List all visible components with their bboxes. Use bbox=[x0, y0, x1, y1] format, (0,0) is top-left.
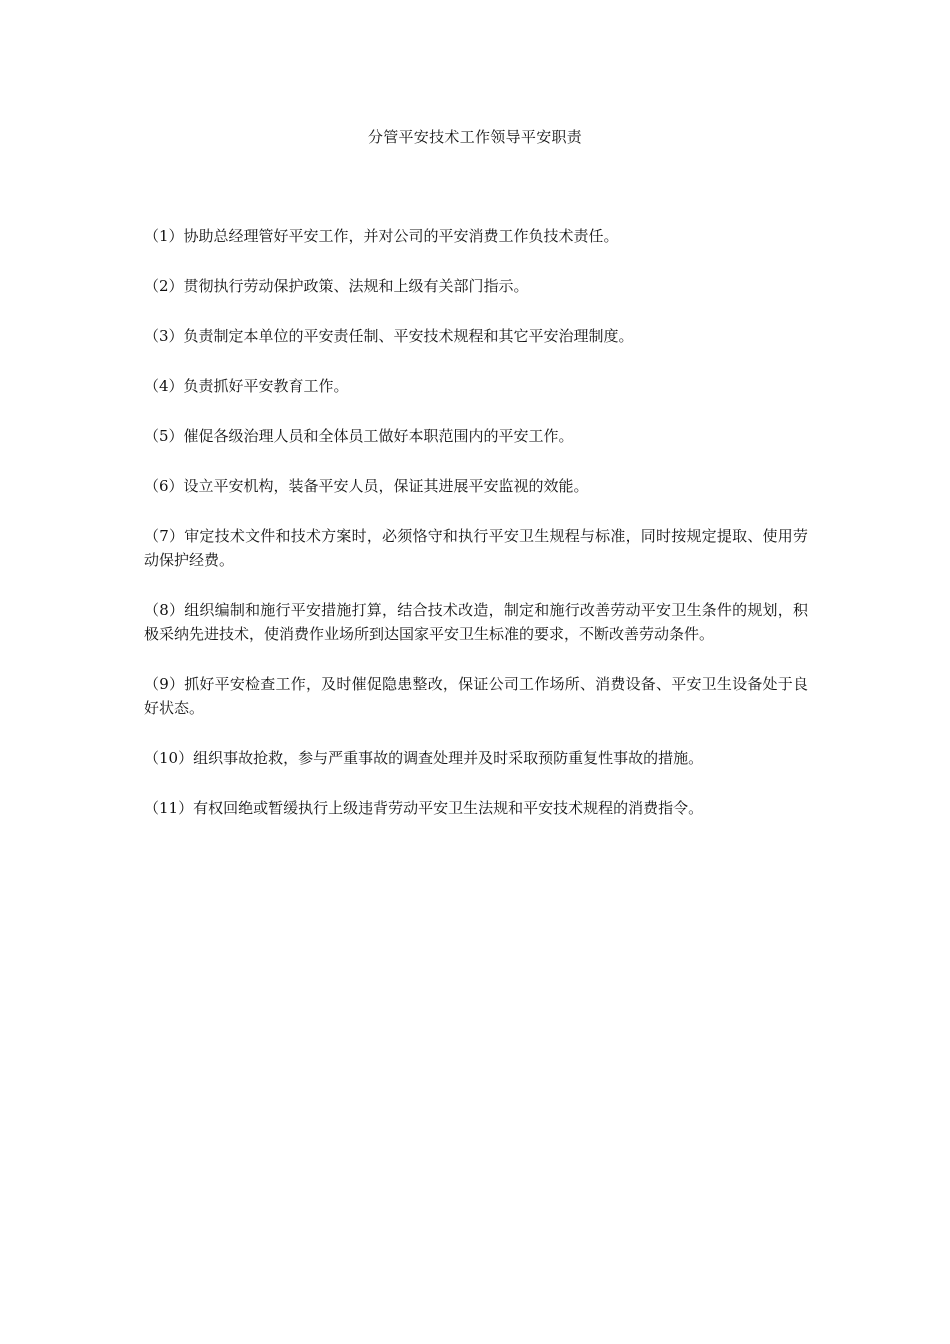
clause-list bbox=[144, 224, 808, 846]
clause-6: （6）设立平安机构，装备平安人员，保证其进展平安监视的效能。 bbox=[144, 477, 589, 495]
clause-10: （10）组织事故抢救，参与严重事故的调查处理并及时采取预防重复性事故的措施。 bbox=[144, 749, 704, 767]
clause-2: （2）贯彻执行劳动保护政策、法规和上级有关部门指示。 bbox=[144, 277, 529, 295]
clause-9: （9）抓好平安检查工作，及时催促隐患整改，保证公司工作场所、消费设备、平安卫生设备处于良好状态。 bbox=[144, 675, 808, 717]
clause-4: （4）负责抓好平安教育工作。 bbox=[144, 377, 349, 395]
clause-7: （7）审定技术文件和技术方案时，必须恪守和执行平安卫生规程与标准，同时按规定提取、使用劳动保护经费。 bbox=[144, 527, 808, 569]
clause-1: （1）协助总经理管好平安工作，并对公司的平安消费工作负技术责任。 bbox=[144, 227, 619, 245]
clause-3: （3）负责制定本单位的平安责任制、平安技术规程和其它平安治理制度。 bbox=[144, 327, 634, 345]
document-title: 分管平安技术工作领导平安职责 bbox=[367, 128, 583, 146]
clause-11: （11）有权回绝或暂缓执行上级违背劳动平安卫生法规和平安技术规程的消费指令。 bbox=[144, 799, 704, 817]
clause-8: （8）组织编制和施行平安措施打算，结合技术改造，制定和施行改善劳动平安卫生条件的规划，积极采纳先进技术，使消费作业场所到达国家平安卫生标准的要求，不断改善劳动条件。 bbox=[144, 601, 808, 643]
clause-5: （5）催促各级治理人员和全体员工做好本职范围内的平安工作。 bbox=[144, 427, 574, 445]
